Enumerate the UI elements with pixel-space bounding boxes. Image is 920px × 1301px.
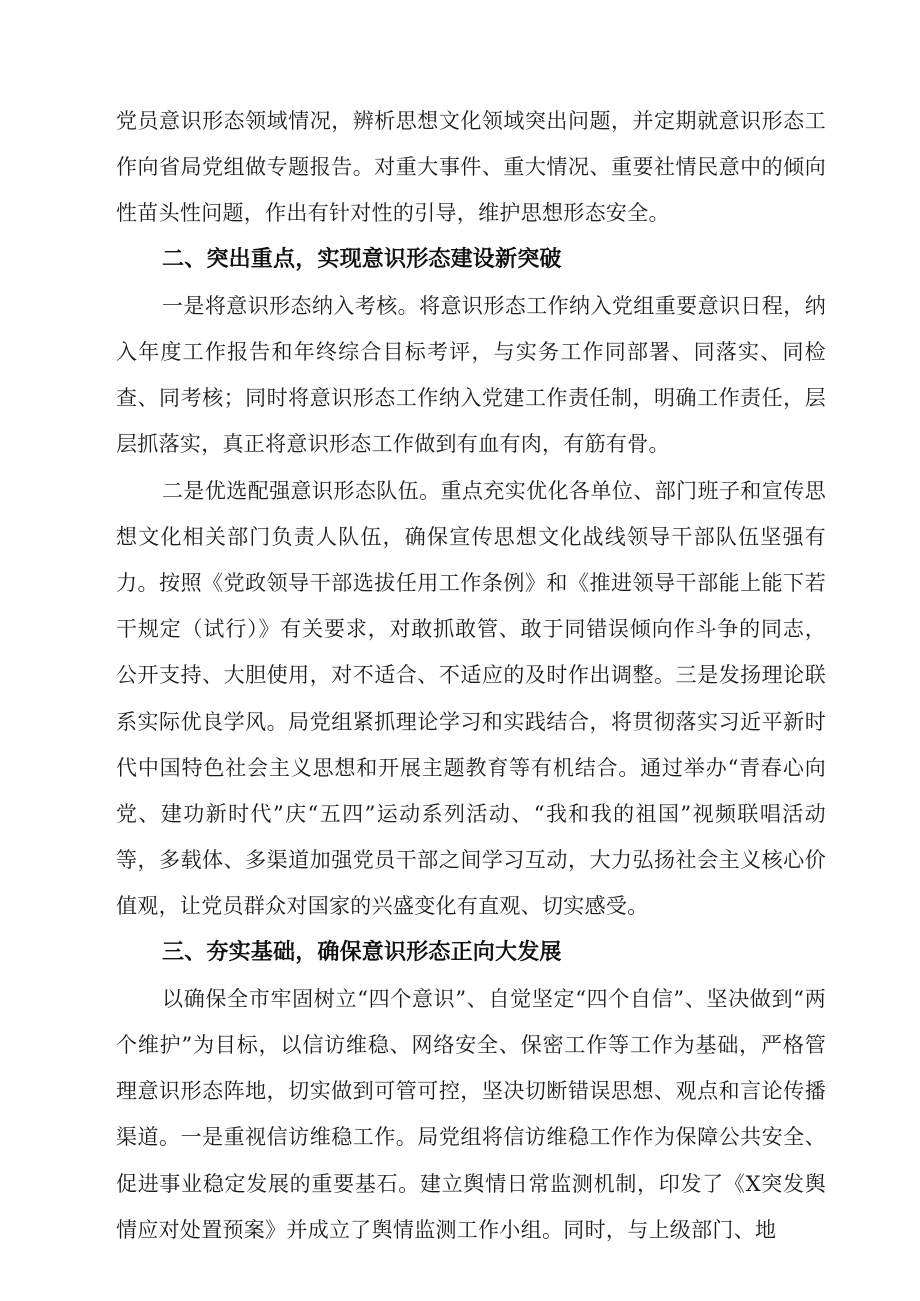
paragraph-section-2-1: 一是将意识形态纳入考核。将意识形态工作纳入党组重要意识日程，纳入年度工作报告和年终综合目标考评，与实务工作同部署、同落实、同检查、同考核；同时将意识形态工作纳入党建工作责任制，明确工作责任，层层抓落实，真正将意识形态工作做到有血有肉，有筋有骨。 [116,293,826,457]
section-heading-3: 三、夯实基础，确保意识形态正向大发展 [162,939,562,965]
paragraph-intro: 党员意识形态领域情况，辨析思想文化领域突出问题，并定期就意识形态工作向省局党组做专题报告。对重大事件、重大情况、重要社情民意中的倾向性苗头性问题，作出有针对性的引导，维护思想形态安全。 [116,109,826,226]
section-heading-2: 二、突出重点，实现意识形态建设新突破 [162,246,562,272]
paragraph-section-3-1: 以确保全市牢固树立“四个意识”、自觉坚定“四个自信”、坚决做到“两个维护”为目标，以信访维稳、网络安全、保密工作等工作为基础，严格管理意识形态阵地，切实做到可管可控，坚决切断错误思想、观点和言论传播渠道。一是重视信访维稳工作。局党组将信访维稳工作作为保障公共安全、促进事业稳定发展的重要基石。建立舆情日常监测机制，印发了《X突发舆情应对处置预案》并成立了舆情监测工作小组。同时，与上级部门、地 [116,986,826,1242]
paragraph-section-2-2: 二是优选配强意识形态队伍。重点充实优化各单位、部门班子和宣传思想文化相关部门负责人队伍，确保宣传思想文化战线领导干部队伍坚强有力。按照《党政领导干部选拔任用工作条例》和《推进领导干部能上能下若干规定（试行）》有关要求，对敢抓敢管、敢于同错误倾向作斗争的同志，公开支持、大胆使用，对不适合、不适应的及时作出调整。三是发扬理论联系实际优良学风。局党组紧抓理论学习和实践结合，将贯彻落实习近平新时代中国特色社会主义思想和开展主题教育等有机结合。通过举办“青春心向党、建功新时代”庆“五四”运动系列活动、“我和我的祖国”视频联唱活动等，多载体、多渠道加强党员干部之间学习互动，大力弘扬社会主义核心价值观，让党员群众对国家的兴盛变化有直观、切实感受。 [116,478,826,919]
document-body [116,98,826,1253]
